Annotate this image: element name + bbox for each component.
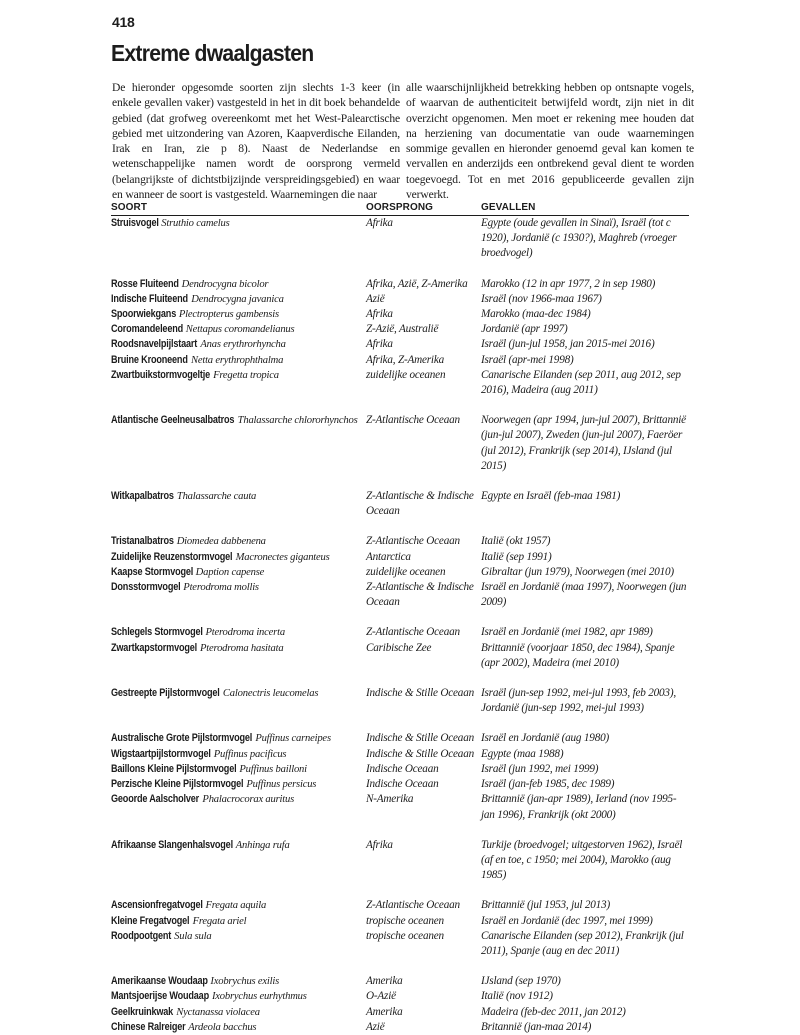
scientific-name: Ardeola bacchus (188, 1021, 257, 1033)
origin-cell: Indische & Stille Oceaan (366, 732, 474, 745)
species-cell (111, 337, 366, 352)
cases-cell: Egypte (oude gevallen in Sinaï), Israël (tot c 1920), Jordanië (c 1930?), Maghreb (vroeger broedvogel) (481, 217, 677, 260)
species-cell (111, 413, 366, 474)
scientific-name: Nyctanassa violacea (176, 1006, 260, 1018)
cases-cell: Italië (okt 1957) (481, 535, 551, 548)
species-cell (111, 762, 366, 777)
dutch-name: Coromandeleend (111, 323, 184, 336)
origin-cell: Indische Oceaan (366, 762, 439, 775)
species-cell (111, 792, 366, 822)
dutch-name: Kleine Fregatvogel (111, 914, 190, 927)
cases-cell: Israël en Jordanië (maa 1997), Noorwegen (jun 2009) (481, 581, 687, 609)
dutch-name: Indische Fluiteend (111, 292, 188, 305)
dutch-name: Struisvogel (111, 217, 159, 229)
scientific-name: Netta erythrophthalma (190, 354, 284, 366)
cases-cell: Israël en Jordanië (aug 1980) (481, 732, 610, 745)
scientific-name: Anhinga rufa (235, 839, 290, 851)
scientific-name: Dendrocygna bicolor (181, 278, 269, 290)
origin-cell: Afrika (366, 838, 393, 851)
origin-cell: zuidelijke oceanen (366, 368, 446, 381)
table-body (111, 216, 689, 1035)
dutch-name: Australische Grote Pijlstormvogel (111, 732, 253, 745)
column-header-gevallen: GEVALLEN (481, 202, 536, 213)
cases-cell: Brittannië (voorjaar 1850, dec 1984), Spanje (apr 2002), Madeira (mei 2010) (481, 641, 675, 669)
cases-cell: Israël (nov 1966-maa 1967) (481, 292, 602, 305)
table-row (111, 292, 689, 307)
cases-cell: Israël (apr-mei 1998) (481, 353, 574, 366)
scientific-name: Sula sula (174, 930, 212, 942)
dutch-name: Chinese Ralreiger (111, 1020, 186, 1033)
cases-cell: Turkije (broedvogel; uitgestorven 1962), Israël (af en toe, c 1950; mei 2004), Marokko (aug 1985) (481, 838, 683, 882)
scientific-name: Fregetta tropica (213, 369, 279, 381)
species-cell (111, 353, 366, 368)
species-cell (111, 929, 366, 959)
dutch-name: Zwartkapstormvogel (111, 641, 198, 654)
scientific-name: Phalacrocorax auritus (202, 794, 295, 806)
cases-cell: Israël (jun-jul 1958, jan 2015-mei 2016) (481, 338, 655, 351)
cases-cell: Brittannië (jul 1953, jul 2013) (481, 899, 610, 912)
column-header-soort: SOORT (111, 202, 148, 213)
species-cell (111, 216, 366, 262)
page-number: 418 (112, 14, 135, 30)
species-cell (111, 731, 366, 746)
species-cell (111, 914, 366, 929)
species-cell (111, 565, 366, 580)
origin-cell: Caribische Zee (366, 641, 432, 654)
scientific-name: Dendrocygna javanica (191, 293, 284, 305)
origin-cell: Z-Atlantische & Indische Oceaan (366, 581, 474, 609)
table-row (111, 413, 689, 474)
dutch-name: Geelkruinkwak (111, 1005, 174, 1018)
dutch-name: Geoorde Aalscholver (111, 793, 200, 806)
dutch-name: Rosse Fluiteend (111, 277, 179, 290)
origin-cell: Afrika, Z-Amerika (366, 353, 445, 366)
species-cell (111, 368, 366, 398)
origin-cell: Azië (366, 292, 385, 305)
table-row (111, 641, 689, 671)
table-row (111, 368, 689, 398)
table-row (111, 550, 689, 565)
dutch-name: Roodsnavelpijlstaart (111, 338, 198, 351)
origin-cell: Afrika (366, 217, 393, 229)
dutch-name: Perzische Kleine Pijlstormvogel (111, 778, 244, 791)
scientific-name: Macronectes giganteus (235, 551, 330, 563)
species-cell (111, 747, 366, 762)
origin-cell: zuidelijke oceanen (366, 565, 446, 578)
origin-cell: N-Amerika (366, 793, 414, 806)
table-row (111, 914, 689, 929)
dutch-name: Bruine Krooneend (111, 353, 188, 366)
cases-cell: Brittannië (jan-apr 1989), Ierland (nov 1995-jan 1996), Frankrijk (okt 2000) (481, 793, 677, 821)
scientific-name: Thalassarche cauta (176, 491, 257, 503)
dutch-name: Roodpootgent (111, 929, 172, 942)
intro-text-left: De hieronder opgesomde soorten zijn slechts 1-3 keer (in enkele gevallen vaker) vastgesteld in het in dit boek behandelde gebied (dat grofweg overeenkomt met het West-Palearctische gebied met uitzondering van Azoren, Kaapverdische Eilanden, Irak en Iran, zie p 8). Naast de Nederlandse en wetenschappelijke namen wordt de oorsprong vermeld (belangrijkste of dichtstbijzijnde verspreidingsgebied) en waar en wanneer de soort is vastgesteld. Waarnemingen die naar (112, 81, 400, 202)
table-row (111, 307, 689, 322)
table-row (111, 565, 689, 580)
species-cell (111, 489, 366, 519)
table-row (111, 337, 689, 352)
table-row (111, 216, 689, 262)
scientific-name: Puffinus bailloni (239, 763, 307, 775)
table-row (111, 777, 689, 792)
species-cell (111, 277, 366, 292)
cases-cell: Israël (jun-sep 1992, mei-jul 1993, feb 2003), Jordanië (jun-sep 1992, mei-jul 1993) (481, 687, 676, 715)
species-cell (111, 974, 366, 989)
scientific-name: Fregata aquila (205, 900, 267, 912)
species-cell (111, 1005, 366, 1020)
species-cell (111, 838, 366, 884)
table-row (111, 747, 689, 762)
dutch-name: Zuidelijke Reuzenstormvogel (111, 550, 233, 563)
scientific-name: Daption capense (195, 566, 265, 578)
species-cell (111, 292, 366, 307)
origin-cell: Indische Oceaan (366, 778, 439, 791)
dutch-name: Zwartbuikstormvogeltje (111, 368, 210, 381)
table-row (111, 792, 689, 822)
table-row (111, 353, 689, 368)
origin-cell: Antarctica (366, 550, 411, 563)
cases-cell: Egypte (maa 1988) (481, 747, 564, 760)
table-row (111, 989, 689, 1004)
cases-cell: Noorwegen (apr 1994, jun-jul 2007), Brittannië (jun-jul 2007), Zweden (jun-jul 2007), Faeröer (jul 2012), Frankrijk (sep 2014), IJsland (jul 2015) (481, 414, 686, 472)
species-cell (111, 686, 366, 716)
scientific-name: Puffinus carneipes (255, 733, 331, 745)
origin-cell: Z-Atlantische Oceaan (366, 626, 460, 639)
scientific-name: Diomedea dabbenena (176, 536, 266, 548)
dutch-name: Baillons Kleine Pijlstormvogel (111, 762, 237, 775)
species-cell (111, 580, 366, 610)
scientific-name: Pterodroma incerta (205, 627, 285, 639)
origin-cell: Z-Atlantische & Indische Oceaan (366, 490, 474, 518)
cases-cell: Italië (sep 1991) (481, 550, 552, 563)
cases-cell: Marokko (12 in apr 1977, 2 in sep 1980) (481, 277, 656, 290)
species-cell (111, 777, 366, 792)
table-row (111, 731, 689, 746)
dutch-name: Gestreepte Pijlstormvogel (111, 687, 220, 700)
table-row (111, 974, 689, 989)
table-row (111, 898, 689, 913)
dutch-name: Mantsjoerijse Woudaap (111, 990, 209, 1003)
origin-cell: Z-Atlantische Oceaan (366, 414, 460, 427)
origin-cell: Afrika (366, 308, 393, 321)
scientific-name: Fregata ariel (192, 915, 247, 927)
table-row (111, 277, 689, 292)
scientific-name: Struthio camelus (161, 218, 230, 229)
scientific-name: Thalassarche chlororhynchos (237, 415, 358, 427)
cases-cell: Canarische Eilanden (sep 2012), Frankrijk (jul 2011), Spanje (aug en dec 2011) (481, 929, 684, 957)
species-cell (111, 641, 366, 671)
cases-cell: Italië (nov 1912) (481, 990, 553, 1003)
cases-cell: Gibraltar (jun 1979), Noorwegen (mei 2010) (481, 565, 674, 578)
species-cell (111, 989, 366, 1004)
table-header (111, 201, 689, 216)
origin-cell: Z-Atlantische Oceaan (366, 899, 460, 912)
dutch-name: Schlegels Stormvogel (111, 626, 203, 639)
table-row (111, 534, 689, 549)
origin-cell: Indische & Stille Oceaan (366, 747, 474, 760)
cases-cell: IJsland (sep 1970) (481, 975, 561, 988)
page-title: Extreme dwaalgasten (111, 40, 314, 66)
cases-cell: Canarische Eilanden (sep 2011, aug 2012, sep 2016), Madeira (aug 2011) (481, 368, 681, 397)
species-cell (111, 534, 366, 549)
cases-cell: Madeira (feb-dec 2011, jan 2012) (481, 1005, 626, 1018)
table-row (111, 322, 689, 337)
scientific-name: Plectropterus gambensis (178, 309, 279, 321)
species-cell (111, 550, 366, 565)
origin-cell: Z-Azië, Australië (366, 323, 439, 336)
cases-cell: Jordanië (apr 1997) (481, 323, 568, 336)
dutch-name: Kaapse Stormvogel (111, 565, 194, 578)
origin-cell: O-Azië (366, 990, 396, 1003)
scientific-name: Ixobrychus eurhythmus (211, 991, 307, 1003)
scientific-name: Puffinus pacificus (213, 748, 287, 760)
origin-cell: Amerika (366, 1005, 403, 1018)
cases-cell: Egypte en Israël (feb-maa 1981) (481, 490, 621, 503)
scientific-name: Nettapus coromandelianus (185, 324, 295, 336)
dutch-name: Donsstormvogel (111, 581, 181, 594)
cases-cell: Britannië (jan-maa 2014) (481, 1020, 592, 1033)
dutch-name: Spoorwiekgans (111, 308, 177, 321)
dutch-name: Amerikaanse Woudaap (111, 975, 208, 988)
species-cell (111, 322, 366, 337)
origin-cell: Indische & Stille Oceaan (366, 687, 474, 700)
species-cell (111, 1020, 366, 1035)
cases-cell: Israël en Jordanië (dec 1997, mei 1999) (481, 914, 653, 927)
scientific-name: Ixobrychus exilis (210, 976, 280, 988)
origin-cell: tropische oceanen (366, 914, 444, 927)
scientific-name: Pterodroma hasitata (200, 642, 284, 654)
species-cell (111, 307, 366, 322)
table-row (111, 580, 689, 610)
cases-cell: Marokko (maa-dec 1984) (481, 308, 591, 321)
table-row (111, 929, 689, 959)
origin-cell: Z-Atlantische Oceaan (366, 535, 460, 548)
cases-cell: Israël en Jordanië (mei 1982, apr 1989) (481, 626, 653, 639)
origin-cell: Azië (366, 1020, 385, 1033)
dutch-name: Atlantische Geelneusalbatros (111, 414, 235, 427)
scientific-name: Anas erythrorhyncha (200, 339, 286, 351)
species-cell (111, 898, 366, 913)
intro-text-right: alle waarschijnlijkheid betrekking hebben op ontsnapte vogels, of waarvan de authenticiteit betwijfeld wordt, zijn niet in dit overzicht opgenomen. Men moet er rekening mee houden dat na herziening van documentatie van oude waarnemingen sommige gevallen en hieronder genoemd geval kan komen te vervallen en anderzijds een ontbrekend geval dient te worden toegevoegd. Tot en met 2016 gepubliceerde gevallen zijn verwerkt. (406, 81, 694, 202)
table-row (111, 686, 689, 716)
species-table (111, 201, 689, 1035)
table-row (111, 489, 689, 519)
origin-cell: tropische oceanen (366, 929, 444, 942)
origin-cell: Amerika (366, 975, 403, 988)
dutch-name: Tristanalbatros (111, 535, 174, 548)
dutch-name: Wigstaartpijlstormvogel (111, 747, 211, 760)
origin-cell: Afrika (366, 338, 393, 351)
origin-cell: Afrika, Azië, Z-Amerika (366, 277, 468, 290)
column-header-oorsprong: OORSPRONG (366, 202, 434, 213)
scientific-name: Calonectris leucomelas (222, 688, 319, 700)
table-row (111, 625, 689, 640)
cases-cell: Israël (jan-feb 1985, dec 1989) (481, 778, 615, 791)
dutch-name: Witkapalbatros (111, 490, 174, 503)
cases-cell: Israël (jun 1992, mei 1999) (481, 762, 599, 775)
table-row (111, 762, 689, 777)
scientific-name: Pterodroma mollis (183, 582, 259, 594)
species-cell (111, 625, 366, 640)
table-row (111, 1020, 689, 1035)
table-row (111, 838, 689, 884)
dutch-name: Afrikaanse Slangenhalsvogel (111, 838, 233, 851)
scientific-name: Puffinus persicus (246, 779, 317, 791)
dutch-name: Ascensionfregatvogel (111, 899, 203, 912)
table-row (111, 1005, 689, 1020)
